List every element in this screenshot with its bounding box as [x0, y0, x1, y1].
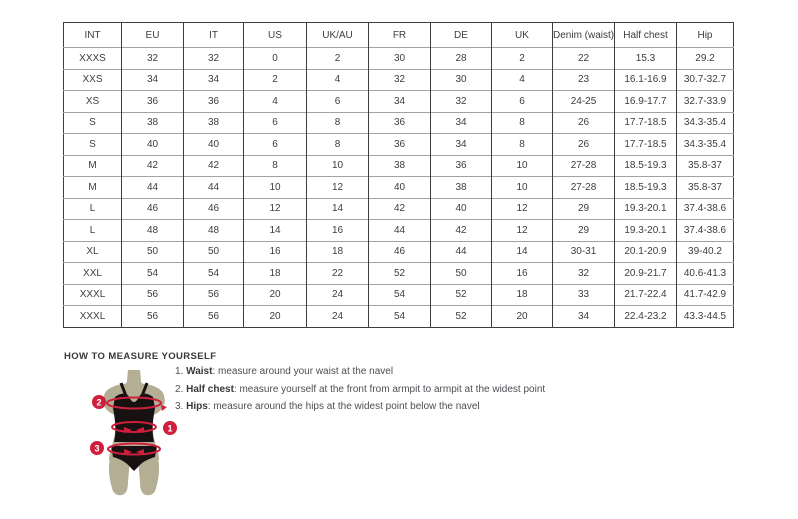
size-cell: 18 [492, 284, 553, 306]
size-cell: 21.7-22.4 [615, 284, 677, 306]
instruction-half-chest [175, 385, 545, 395]
measure-instructions [175, 367, 545, 420]
size-cell: 42 [431, 220, 492, 242]
size-cell: 22 [553, 48, 615, 70]
size-table [63, 22, 734, 328]
table-row [64, 263, 734, 285]
size-cell: 17.7-18.5 [615, 134, 677, 156]
size-cell: 37.4-38.6 [677, 198, 734, 220]
size-cell: 46 [122, 198, 184, 220]
size-cell: 10 [492, 177, 553, 199]
size-cell: 48 [122, 220, 184, 242]
size-cell: 14 [492, 241, 553, 263]
size-cell: 26 [553, 134, 615, 156]
size-cell: 36 [369, 112, 431, 134]
instruction-label: Half chest [186, 383, 234, 395]
chest-badge [92, 395, 106, 409]
size-cell: 18 [244, 263, 307, 285]
table-row [64, 112, 734, 134]
size-cell: 52 [431, 284, 492, 306]
size-cell: 8 [492, 112, 553, 134]
size-cell: 16.1-16.9 [615, 69, 677, 91]
size-cell: XXXS [64, 48, 122, 70]
size-cell: 4 [244, 91, 307, 113]
size-cell: 44 [184, 177, 244, 199]
size-cell: 38 [431, 177, 492, 199]
table-row [64, 91, 734, 113]
size-cell: 20.1-20.9 [615, 241, 677, 263]
size-cell: 36 [431, 155, 492, 177]
measurement-figure [82, 370, 186, 500]
size-cell: 32 [431, 91, 492, 113]
size-cell: 22 [307, 263, 369, 285]
size-cell: 48 [184, 220, 244, 242]
svg-text:3: 3 [94, 443, 100, 454]
size-cell: 18 [307, 241, 369, 263]
size-cell: 44 [431, 241, 492, 263]
size-cell: 15.3 [615, 48, 677, 70]
size-cell: 0 [244, 48, 307, 70]
size-cell: 10 [244, 177, 307, 199]
size-cell: 27-28 [553, 155, 615, 177]
size-cell: S [64, 134, 122, 156]
size-cell: 24 [307, 306, 369, 328]
hips-badge [90, 441, 104, 455]
size-cell: 40.6-41.3 [677, 263, 734, 285]
size-cell: 6 [244, 112, 307, 134]
size-cell: 30-31 [553, 241, 615, 263]
size-cell: 43.3-44.5 [677, 306, 734, 328]
instruction-hips [175, 402, 545, 412]
size-cell: 42 [369, 198, 431, 220]
size-cell: 6 [492, 91, 553, 113]
size-cell: 16 [244, 241, 307, 263]
size-cell: 30 [431, 69, 492, 91]
column-header: Denim (waist) [553, 23, 615, 48]
size-cell: 40 [369, 177, 431, 199]
size-cell: 24-25 [553, 91, 615, 113]
size-cell: 56 [122, 306, 184, 328]
size-cell: 46 [184, 198, 244, 220]
size-cell: 56 [184, 306, 244, 328]
size-cell: 32 [553, 263, 615, 285]
size-cell: 34.3-35.4 [677, 112, 734, 134]
size-cell: 8 [307, 134, 369, 156]
column-header: DE [431, 23, 492, 48]
instruction-number: 3. [175, 401, 184, 412]
size-cell: 12 [244, 198, 307, 220]
mannequin-figure [82, 370, 186, 500]
size-cell: 34.3-35.4 [677, 134, 734, 156]
table-row [64, 134, 734, 156]
size-cell: 32 [369, 69, 431, 91]
size-cell: 50 [184, 241, 244, 263]
size-cell: XS [64, 91, 122, 113]
size-cell: 52 [431, 306, 492, 328]
size-cell: 6 [307, 91, 369, 113]
table-row [64, 284, 734, 306]
size-cell: 44 [369, 220, 431, 242]
instruction-label: Hips [186, 401, 208, 412]
instruction-label: Waist [186, 366, 213, 377]
size-cell: 54 [122, 263, 184, 285]
size-cell: 54 [184, 263, 244, 285]
size-cell: 39-40.2 [677, 241, 734, 263]
instruction-number: 2. [175, 383, 184, 395]
table-row [64, 48, 734, 70]
header-row [64, 23, 734, 48]
size-cell: 32 [122, 48, 184, 70]
column-header: UK/AU [307, 23, 369, 48]
size-cell: 36 [122, 91, 184, 113]
size-cell: 33 [553, 284, 615, 306]
size-cell: M [64, 155, 122, 177]
size-cell: 30 [369, 48, 431, 70]
size-cell: 54 [369, 284, 431, 306]
size-cell: XL [64, 241, 122, 263]
size-cell: 35.8-37 [677, 155, 734, 177]
size-cell: 14 [244, 220, 307, 242]
size-cell: 24 [307, 284, 369, 306]
size-cell: 26 [553, 112, 615, 134]
size-cell: 32 [184, 48, 244, 70]
column-header: EU [122, 23, 184, 48]
size-cell: L [64, 198, 122, 220]
size-cell: 36 [369, 134, 431, 156]
size-cell: 38 [369, 155, 431, 177]
size-cell: 37.4-38.6 [677, 220, 734, 242]
size-cell: 16.9-17.7 [615, 91, 677, 113]
instruction-text: : measure yourself at the front from armpit to armpit at the widest point [233, 383, 546, 395]
size-cell: 56 [184, 284, 244, 306]
size-cell: 38 [122, 112, 184, 134]
size-cell: 20.9-21.7 [615, 263, 677, 285]
measure-heading: HOW TO MEASURE YOURSELF [64, 351, 217, 362]
size-cell: 40 [431, 198, 492, 220]
instruction-text: : measure around the hips at the widest point below the navel [207, 401, 480, 412]
size-cell: 56 [122, 284, 184, 306]
size-cell: 34 [184, 69, 244, 91]
size-cell: 27-28 [553, 177, 615, 199]
size-cell: 42 [184, 155, 244, 177]
size-cell: 42 [122, 155, 184, 177]
size-cell: M [64, 177, 122, 199]
size-cell: 2 [492, 48, 553, 70]
size-cell: 52 [369, 263, 431, 285]
column-header: Hip [677, 23, 734, 48]
size-cell: 54 [369, 306, 431, 328]
svg-text:2: 2 [96, 397, 102, 408]
column-header: US [244, 23, 307, 48]
size-cell: 19.3-20.1 [615, 198, 677, 220]
size-cell: L [64, 220, 122, 242]
size-cell: 40 [184, 134, 244, 156]
size-cell: 46 [369, 241, 431, 263]
chest-arrowhead [161, 405, 167, 411]
size-cell: 8 [307, 112, 369, 134]
size-cell: 12 [492, 198, 553, 220]
size-cell: 28 [431, 48, 492, 70]
size-cell: 10 [307, 155, 369, 177]
size-cell: 19.3-20.1 [615, 220, 677, 242]
size-cell: S [64, 112, 122, 134]
column-header: IT [184, 23, 244, 48]
size-cell: 12 [492, 220, 553, 242]
table-row [64, 155, 734, 177]
size-cell: 34 [431, 134, 492, 156]
size-cell: 32.7-33.9 [677, 91, 734, 113]
table-row [64, 69, 734, 91]
table-row [64, 198, 734, 220]
size-cell: 16 [492, 263, 553, 285]
instruction-waist [175, 367, 545, 377]
size-cell: 18.5-19.3 [615, 155, 677, 177]
size-cell: 29 [553, 220, 615, 242]
size-cell: XXL [64, 263, 122, 285]
size-cell: 44 [122, 177, 184, 199]
size-cell: XXS [64, 69, 122, 91]
table-row [64, 306, 734, 328]
column-header: UK [492, 23, 553, 48]
size-cell: 20 [244, 284, 307, 306]
size-cell: 20 [244, 306, 307, 328]
size-cell: 35.8-37 [677, 177, 734, 199]
size-cell: 17.7-18.5 [615, 112, 677, 134]
size-cell: 34 [369, 91, 431, 113]
size-cell: 8 [244, 155, 307, 177]
size-cell: XXXL [64, 306, 122, 328]
size-cell: 10 [492, 155, 553, 177]
size-cell: 4 [307, 69, 369, 91]
size-cell: 22.4-23.2 [615, 306, 677, 328]
instruction-text: : measure around your waist at the navel [212, 366, 394, 377]
size-cell: 2 [244, 69, 307, 91]
waist-badge [163, 421, 177, 435]
size-cell: 29.2 [677, 48, 734, 70]
instruction-number: 1. [175, 366, 184, 377]
size-cell: 2 [307, 48, 369, 70]
size-cell: 29 [553, 198, 615, 220]
column-header: FR [369, 23, 431, 48]
size-cell: 12 [307, 177, 369, 199]
size-cell: 50 [431, 263, 492, 285]
table-row [64, 220, 734, 242]
svg-text:1: 1 [167, 423, 173, 434]
size-cell: 18.5-19.3 [615, 177, 677, 199]
size-cell: 34 [122, 69, 184, 91]
size-cell: 34 [553, 306, 615, 328]
size-cell: 41.7-42.9 [677, 284, 734, 306]
column-header: Half chest [615, 23, 677, 48]
table-row [64, 241, 734, 263]
size-cell: 8 [492, 134, 553, 156]
size-cell: XXXL [64, 284, 122, 306]
size-cell: 30.7-32.7 [677, 69, 734, 91]
size-cell: 6 [244, 134, 307, 156]
size-cell: 4 [492, 69, 553, 91]
size-cell: 23 [553, 69, 615, 91]
size-cell: 34 [431, 112, 492, 134]
size-cell: 16 [307, 220, 369, 242]
size-cell: 36 [184, 91, 244, 113]
size-cell: 20 [492, 306, 553, 328]
size-cell: 38 [184, 112, 244, 134]
size-cell: 40 [122, 134, 184, 156]
size-cell: 14 [307, 198, 369, 220]
size-cell: 50 [122, 241, 184, 263]
column-header: INT [84, 29, 101, 41]
table-row [64, 177, 734, 199]
